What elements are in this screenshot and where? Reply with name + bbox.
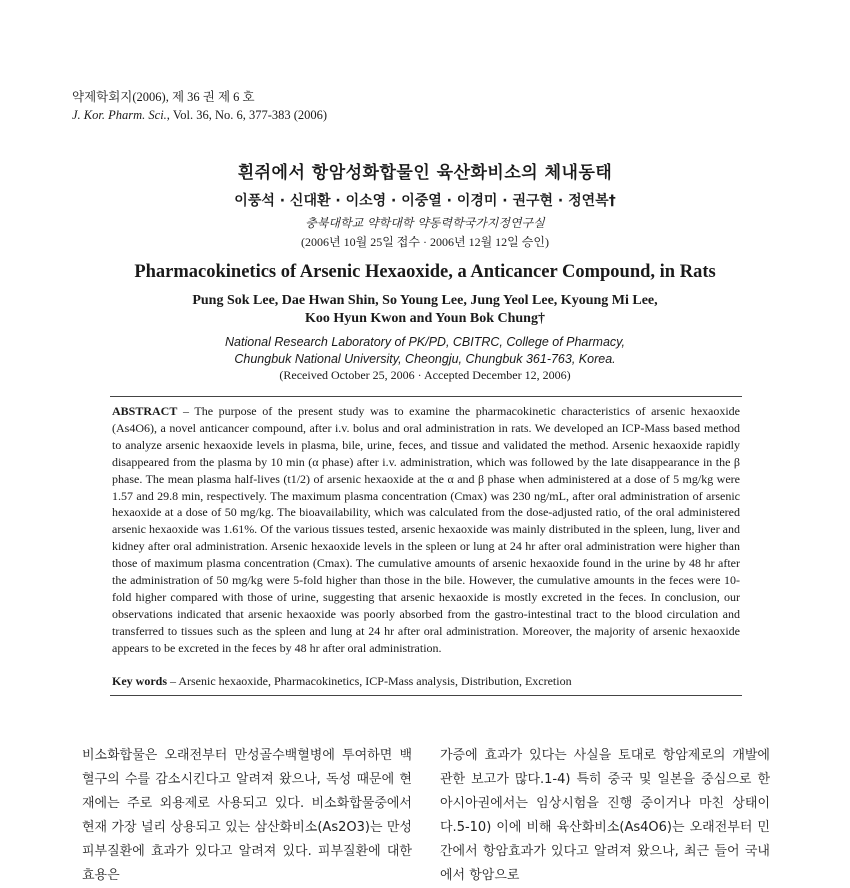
body-column-left: 비소화합물은 오래전부터 만성골수백혈병에 투여하면 백혈구의 수를 감소시킨다고 알려져 왔으나, 독성 때문에 현재에는 주로 외용제로 사용되고 있다. 비소화합물중에서 현재 가장 널리 상용되고 있는 삼산화비소(As2O3)는 만성피부질환에 효과가 있다고 알려져 있다. 피부질환에 대한 효용은 bbox=[82, 748, 412, 883]
received-date-korean: (2006년 10월 25일 접수 · 2006년 12월 12일 승인) bbox=[301, 235, 549, 249]
abstract-label: ABSTRACT bbox=[112, 404, 178, 418]
body-column-right: 가증에 효과가 있다는 사실을 토대로 항암제로의 개발에 관한 보고가 많다.1-4) 특히 중국 및 일본을 중심으로 한 아시아권에서는 임상시험을 진행 중이거나 마친 상태이다.5-10) 이에 비해 육산화비소(As4O6)는 오래전부터 민간에서 항암효과가 있다고 알려져 왔으나, 최근 들어 국내에서 항암으로 bbox=[440, 748, 770, 883]
authors-english-line1: Pung Sok Lee, Dae Hwan Shin, So Young Lee, Jung Yeol Lee, Kyoung Mi Lee, bbox=[192, 293, 658, 308]
abstract bbox=[112, 403, 740, 657]
keywords-text: – Arsenic hexaoxide, Pharmacokinetics, ICP-Mass analysis, Distribution, Excretion bbox=[167, 674, 572, 688]
keywords-label: Key words bbox=[112, 674, 167, 688]
journal-citation bbox=[72, 88, 327, 124]
abstract-bottom-rule bbox=[110, 695, 742, 696]
keywords bbox=[112, 673, 740, 689]
affiliation-english-line2: Chungbuk National University, Cheongju, Chungbuk 361-763, Korea. bbox=[234, 352, 616, 366]
affiliation-english-line1: National Research Laboratory of PK/PD, CBITRC, College of Pharmacy, bbox=[225, 335, 625, 349]
abstract-top-rule bbox=[110, 396, 742, 397]
journal-citation-en: J. Kor. Pharm. Sci., Vol. 36, No. 6, 377-383 (2006) bbox=[72, 108, 328, 122]
authors-english-line2: Koo Hyun Kwon and Youn Bok Chung† bbox=[305, 311, 545, 326]
title-korean: 흰쥐에서 항암성화합물인 육산화비소의 체내동태 bbox=[237, 163, 613, 183]
authors-korean: 이풍석 · 신대환 · 이소영 · 이중열 · 이경미 · 권구현 · 정연복† bbox=[234, 193, 616, 209]
journal-citation-ko: 약제학회지(2006), 제 36 권 제 6 호 bbox=[72, 90, 255, 104]
received-date-english: (Received October 25, 2006 · Accepted December 12, 2006) bbox=[279, 368, 571, 382]
title-english: Pharmacokinetics of Arsenic Hexaoxide, a Anticancer Compound, in Rats bbox=[134, 262, 716, 282]
abstract-text: – The purpose of the present study was to examine the pharmacokinetic characteristics of arsenic hexaoxide (As4O6), a novel anticancer compound, after i.v. bolus and oral administration in rats. We developed an ICP-Mass based method to analyze arsenic hexaoxide levels in plasma, bile, urine, feces, and tissue and validated the method. Arsenic hexaoxide rapidly disappeared from the plasma by 10 min (α phase) after i.v. administration, which was followed by the late disappearance in the β phase. The mean plasma half-lives (t1/2) of arsenic hexaoxide at the α and β phase when administered at a dose of 5 mg/kg were 1.57 and 29.8 min, respectively. The maximum plasma concentration (Cmax) was 230 ng/mL, after oral administration of arsenic hexaoxide at a dose of 50 mg/kg. The bioavailability, which was calculated from the dose-adjusted ratio, of the oral administered arsenic hexaoxide was 1.61%. Of the various tissues tested, arsenic hexaoxide was mainly distributed in the spleen, lung, liver and kidney after oral administration. Arsenic hexaoxide levels in the spleen or lung at 24 hr after oral administration were higher than those of maximum plasma concentration (Cmax). The cumulative amounts of arsenic hexaoxide found in the urine by 48 hr after the administration of 50 mg/kg were 5-fold higher than those in the bile. However, the cumulative amounts in the feces were 10-fold higher compared with those of urine, suggesting that arsenic hexaoxide is mostly excreted in the feces. In conclusion, our observations indicated that arsenic hexaoxide was poorly absorbed from the gastro-intestinal tract to the blood circulation and transferred to tissues such as the spleen and lung at 24 hr after oral administration. Moreover, the majority of arsenic hexaoxide appears to be excreted in the feces by 48 hr after oral administration. bbox=[112, 404, 740, 655]
authors-english bbox=[0, 292, 850, 328]
affiliation-korean: 충북대학교 약학대학 약동력학국가지정연구실 bbox=[305, 216, 545, 230]
affiliation-english bbox=[0, 334, 850, 368]
